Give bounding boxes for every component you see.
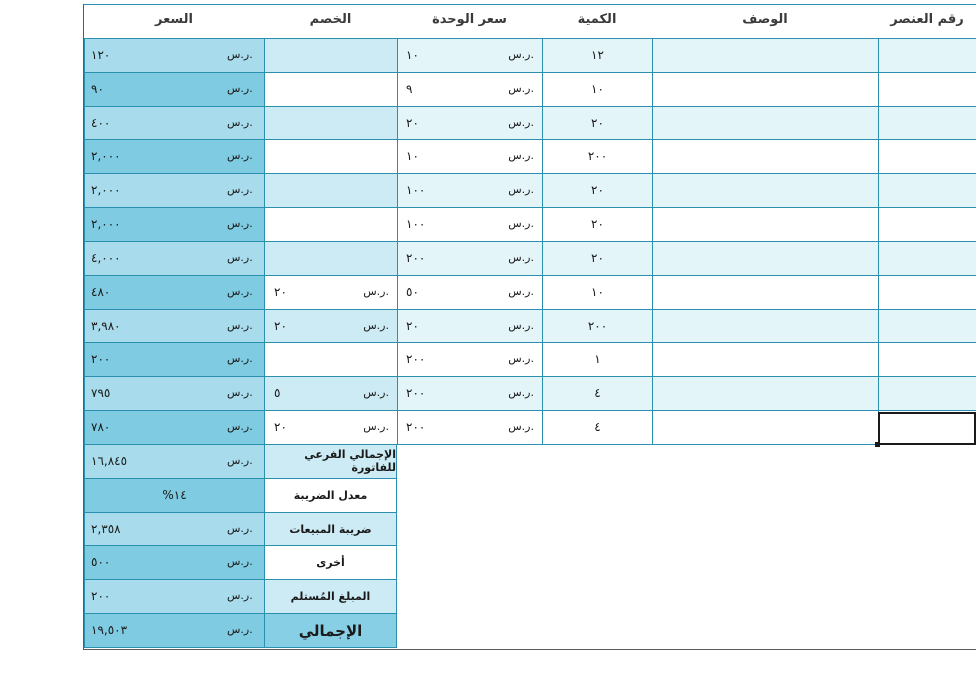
- discount-cell[interactable]: [264, 242, 397, 276]
- currency-label: ر.س.: [508, 217, 534, 231]
- unit-price-cell[interactable]: [397, 310, 542, 344]
- item-number-cell[interactable]: [878, 73, 976, 107]
- price-cell[interactable]: [84, 310, 264, 344]
- header-discount[interactable]: الخصم: [309, 12, 352, 27]
- unit-price-cell[interactable]: [397, 208, 542, 242]
- fill-handle[interactable]: [875, 442, 880, 447]
- quantity-cell[interactable]: [542, 377, 652, 411]
- quantity-cell[interactable]: [542, 174, 652, 208]
- price-value: ٣,٩٨٠: [91, 318, 121, 333]
- summary-value: ٢٠٠: [91, 589, 111, 604]
- item-number-cell[interactable]: [878, 343, 976, 377]
- currency-label: ر.س.: [363, 386, 389, 400]
- currency-label: ر.س.: [227, 623, 253, 637]
- unit-price-cell[interactable]: [397, 242, 542, 276]
- grand-total-cell[interactable]: [84, 614, 264, 648]
- currency-label: ر.س.: [508, 149, 534, 163]
- summary-label-cell[interactable]: [264, 546, 397, 580]
- currency-label: ر.س.: [227, 318, 253, 332]
- unit-price-value: ٢٠: [406, 115, 419, 130]
- price-value: ٧٩٥: [91, 386, 111, 401]
- price-value: ٤٠٠: [91, 115, 111, 130]
- item-number-cell[interactable]: [878, 140, 976, 174]
- currency-label: ر.س.: [227, 521, 253, 535]
- currency-label: ر.س.: [508, 81, 534, 95]
- description-cell[interactable]: [652, 39, 878, 73]
- quantity-cell[interactable]: [542, 310, 652, 344]
- summary-value-cell[interactable]: [84, 513, 264, 547]
- summary-label-cell[interactable]: [264, 580, 397, 614]
- item-number-cell[interactable]: [878, 242, 976, 276]
- quantity-cell[interactable]: [542, 276, 652, 310]
- header-price[interactable]: السعر: [155, 12, 193, 27]
- header-quantity[interactable]: الكمية: [577, 12, 617, 27]
- summary-label: معدل الضريبة: [293, 488, 368, 502]
- price-value: ٤,٠٠٠: [91, 250, 121, 265]
- discount-value: ٢٠: [274, 420, 287, 435]
- unit-price-value: ٢٠٠: [406, 420, 426, 435]
- summary-label-cell[interactable]: [264, 445, 397, 479]
- currency-label: ر.س.: [227, 149, 253, 163]
- currency-label: ر.س.: [508, 48, 534, 61]
- item-number-cell[interactable]: [878, 39, 976, 73]
- unit-price-value: ٢٠٠: [406, 386, 426, 401]
- quantity-cell[interactable]: [542, 208, 652, 242]
- summary-label-cell[interactable]: [264, 614, 397, 648]
- quantity-cell[interactable]: [542, 73, 652, 107]
- quantity-value: ١٠: [591, 284, 604, 299]
- discount-cell[interactable]: [264, 276, 397, 310]
- summary-value-cell[interactable]: [84, 479, 264, 513]
- quantity-value: ٤: [594, 386, 601, 401]
- unit-price-cell[interactable]: [397, 73, 542, 107]
- quantity-cell[interactable]: [542, 411, 652, 445]
- discount-cell[interactable]: [264, 343, 397, 377]
- price-cell[interactable]: [84, 107, 264, 141]
- summary-value-cell[interactable]: [84, 580, 264, 614]
- price-cell[interactable]: [84, 242, 264, 276]
- header-unit-price[interactable]: سعر الوحدة: [432, 12, 507, 27]
- currency-label: ر.س.: [227, 352, 253, 366]
- unit-price-cell[interactable]: [397, 343, 542, 377]
- description-cell[interactable]: [652, 208, 878, 242]
- discount-cell[interactable]: [264, 174, 397, 208]
- currency-label: ر.س.: [227, 420, 253, 434]
- discount-cell[interactable]: [264, 310, 397, 344]
- quantity-value: ٢٠: [591, 115, 604, 130]
- description-cell[interactable]: [652, 411, 878, 445]
- quantity-value: ٢٠٠: [587, 149, 608, 164]
- unit-price-value: ٢٠: [406, 318, 419, 333]
- summary-value: ٢,٣٥٨: [91, 521, 121, 536]
- currency-label: ر.س.: [227, 217, 253, 231]
- currency-label: ر.س.: [508, 352, 534, 366]
- currency-label: ر.س.: [508, 420, 534, 434]
- discount-value: ٢٠: [274, 318, 287, 333]
- summary-value: ١٦,٨٤٥: [91, 453, 128, 468]
- discount-cell[interactable]: [264, 411, 397, 445]
- discount-value: ٥: [274, 386, 281, 401]
- unit-price-cell[interactable]: [397, 276, 542, 310]
- summary-label-cell[interactable]: [264, 513, 397, 547]
- currency-label: ر.س.: [508, 386, 534, 400]
- table-top-border: [83, 4, 976, 5]
- currency-label: ر.س.: [508, 250, 534, 264]
- discount-cell[interactable]: [264, 208, 397, 242]
- currency-label: ر.س.: [227, 183, 253, 197]
- price-value: ٢,٠٠٠: [91, 217, 121, 232]
- description-cell[interactable]: [652, 377, 878, 411]
- description-cell[interactable]: [652, 276, 878, 310]
- description-cell[interactable]: [652, 107, 878, 141]
- summary-value: ٥٠٠: [91, 555, 111, 570]
- currency-label: ر.س.: [363, 284, 389, 298]
- unit-price-value: ٢٠٠: [406, 250, 426, 265]
- header-item-number[interactable]: رقم العنصر: [890, 12, 964, 27]
- price-value: ٤٨٠: [91, 284, 111, 299]
- unit-price-value: ١٠: [406, 149, 419, 164]
- price-cell[interactable]: [84, 140, 264, 174]
- description-cell[interactable]: [652, 73, 878, 107]
- quantity-value: ٤: [594, 420, 601, 435]
- currency-label: ر.س.: [227, 284, 253, 298]
- unit-price-cell[interactable]: [397, 140, 542, 174]
- price-value: ١٢٠: [91, 48, 111, 62]
- currency-label: ر.س.: [508, 115, 534, 129]
- price-cell[interactable]: [84, 174, 264, 208]
- discount-cell[interactable]: [264, 73, 397, 107]
- price-value: ٢,٠٠٠: [91, 183, 121, 198]
- description-cell[interactable]: [652, 242, 878, 276]
- unit-price-value: ١٠: [406, 48, 419, 62]
- summary-label: الإجمالي الفرعي للفاتورة: [304, 448, 396, 475]
- currency-label: ر.س.: [227, 453, 253, 467]
- quantity-cell[interactable]: [542, 39, 652, 73]
- summary-label: أخرى: [316, 556, 345, 570]
- currency-label: ر.س.: [227, 250, 253, 264]
- discount-cell[interactable]: [264, 107, 397, 141]
- item-number-cell[interactable]: [878, 174, 976, 208]
- sheet-bottom-border: [83, 649, 976, 650]
- quantity-cell[interactable]: [542, 343, 652, 377]
- item-number-cell[interactable]: [878, 377, 976, 411]
- quantity-value: ١: [594, 352, 601, 367]
- unit-price-value: ٥٠: [406, 284, 419, 299]
- summary-label-cell[interactable]: [264, 479, 397, 513]
- currency-label: ر.س.: [508, 318, 534, 332]
- price-value: ٧٨٠: [91, 420, 111, 435]
- quantity-value: ٢٠: [591, 250, 604, 265]
- quantity-value: ١٢: [591, 48, 604, 62]
- description-cell[interactable]: [652, 140, 878, 174]
- unit-price-value: ١٠٠: [406, 183, 426, 198]
- unit-price-cell[interactable]: [397, 174, 542, 208]
- unit-price-cell[interactable]: [397, 107, 542, 141]
- description-cell[interactable]: [652, 174, 878, 208]
- currency-label: ر.س.: [227, 81, 253, 95]
- price-value: ٩٠: [91, 81, 104, 96]
- unit-price-value: ١٠٠: [406, 217, 426, 232]
- currency-label: ر.س.: [227, 589, 253, 603]
- unit-price-cell[interactable]: [397, 377, 542, 411]
- discount-cell[interactable]: [264, 39, 397, 73]
- quantity-cell[interactable]: [542, 140, 652, 174]
- discount-cell[interactable]: [264, 140, 397, 174]
- summary-value-cell[interactable]: [84, 546, 264, 580]
- quantity-value: ٢٠: [591, 183, 604, 198]
- currency-label: ر.س.: [508, 284, 534, 298]
- summary-value: %١٤: [162, 487, 187, 502]
- header-description[interactable]: الوصف: [742, 12, 788, 27]
- currency-label: ر.س.: [227, 555, 253, 569]
- quantity-value: ٢٠٠: [587, 318, 608, 333]
- price-cell[interactable]: [84, 411, 264, 445]
- discount-value: ٢٠: [274, 284, 287, 299]
- discount-cell[interactable]: [264, 377, 397, 411]
- currency-label: ر.س.: [227, 115, 253, 129]
- price-value: ٢,٠٠٠: [91, 149, 121, 164]
- quantity-value: ١٠: [591, 81, 604, 96]
- unit-price-cell[interactable]: [397, 411, 542, 445]
- price-cell[interactable]: [84, 276, 264, 310]
- summary-label: ضريبة المبيعات: [289, 522, 372, 536]
- price-cell[interactable]: [84, 377, 264, 411]
- currency-label: ر.س.: [363, 318, 389, 332]
- currency-label: ر.س.: [227, 48, 253, 61]
- item-number-cell[interactable]: [878, 276, 976, 310]
- currency-label: ر.س.: [363, 420, 389, 434]
- unit-price-value: ٩: [406, 81, 413, 96]
- unit-price-value: ٢٠٠: [406, 352, 426, 367]
- quantity-cell[interactable]: [542, 242, 652, 276]
- item-number-cell[interactable]: [878, 310, 976, 344]
- price-cell[interactable]: [84, 39, 264, 73]
- description-cell[interactable]: [652, 343, 878, 377]
- price-cell[interactable]: [84, 73, 264, 107]
- price-cell[interactable]: [84, 208, 264, 242]
- price-value: ٢٠٠: [91, 352, 111, 367]
- selected-cell-outline[interactable]: [878, 412, 976, 445]
- summary-value-cell[interactable]: [84, 445, 264, 479]
- unit-price-cell[interactable]: [397, 39, 542, 73]
- summary-value: ١٩,٥٠٣: [91, 623, 128, 638]
- quantity-value: ٢٠: [591, 217, 604, 232]
- quantity-cell[interactable]: [542, 107, 652, 141]
- currency-label: ر.س.: [227, 386, 253, 400]
- item-number-cell[interactable]: [878, 208, 976, 242]
- currency-label: ر.س.: [508, 183, 534, 197]
- item-number-cell[interactable]: [878, 107, 976, 141]
- description-cell[interactable]: [652, 310, 878, 344]
- summary-label: الإجمالي: [298, 621, 363, 640]
- price-cell[interactable]: [84, 343, 264, 377]
- summary-label: المبلغ المُستلم: [290, 590, 371, 604]
